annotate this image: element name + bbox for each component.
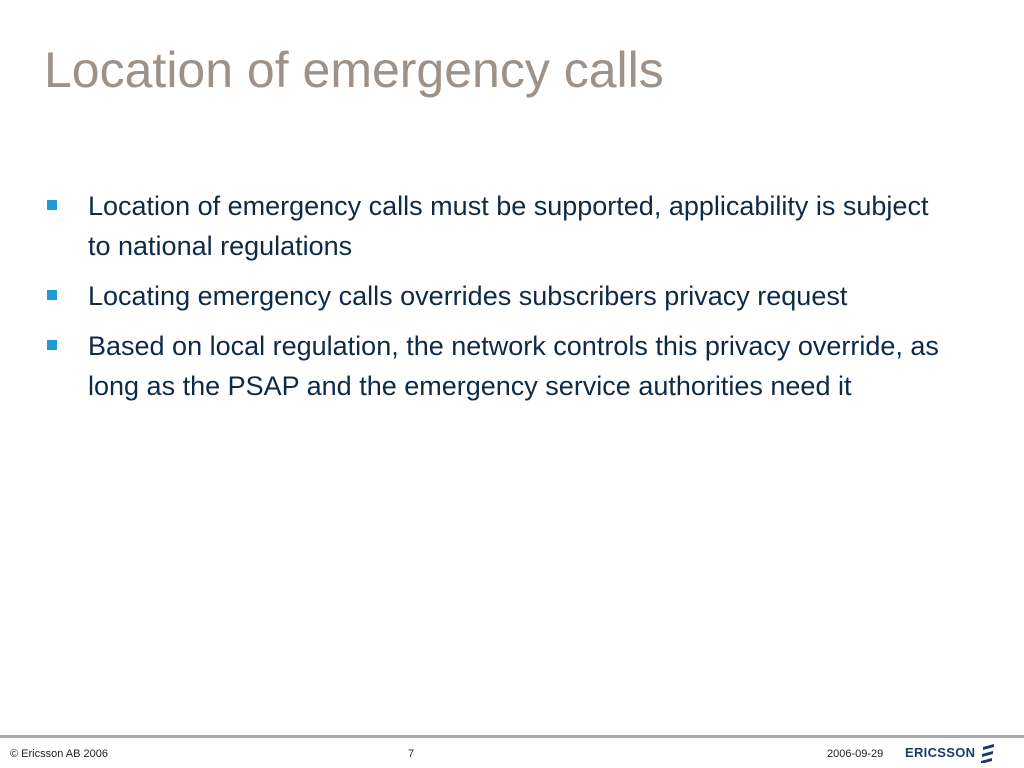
bullet-text: Based on local regulation, the network controls this privacy override, as long as the PSAP and the emergency service authorities need it	[88, 331, 939, 401]
bullet-text: Location of emergency calls must be supported, applicability is subject to national regulations	[88, 191, 929, 261]
bullet-text: Locating emergency calls overrides subscribers privacy request	[88, 281, 848, 311]
square-bullet-icon	[47, 290, 57, 300]
footer-copyright: © Ericsson AB 2006	[10, 748, 108, 760]
bullet-item	[44, 276, 944, 316]
bullet-item	[44, 186, 944, 266]
footer-divider	[0, 735, 1024, 738]
bullet-item	[44, 326, 944, 406]
ericsson-logo-icon	[980, 743, 996, 763]
bullet-list	[44, 186, 944, 416]
footer-page-number: 7	[408, 748, 415, 760]
footer-date: 2006-09-29	[827, 748, 884, 760]
logo-wordmark: ERICSSON	[905, 745, 976, 760]
ericsson-logo	[905, 742, 996, 764]
square-bullet-icon	[47, 200, 57, 210]
slide-title: Location of emergency calls	[44, 42, 664, 98]
square-bullet-icon	[47, 340, 57, 350]
